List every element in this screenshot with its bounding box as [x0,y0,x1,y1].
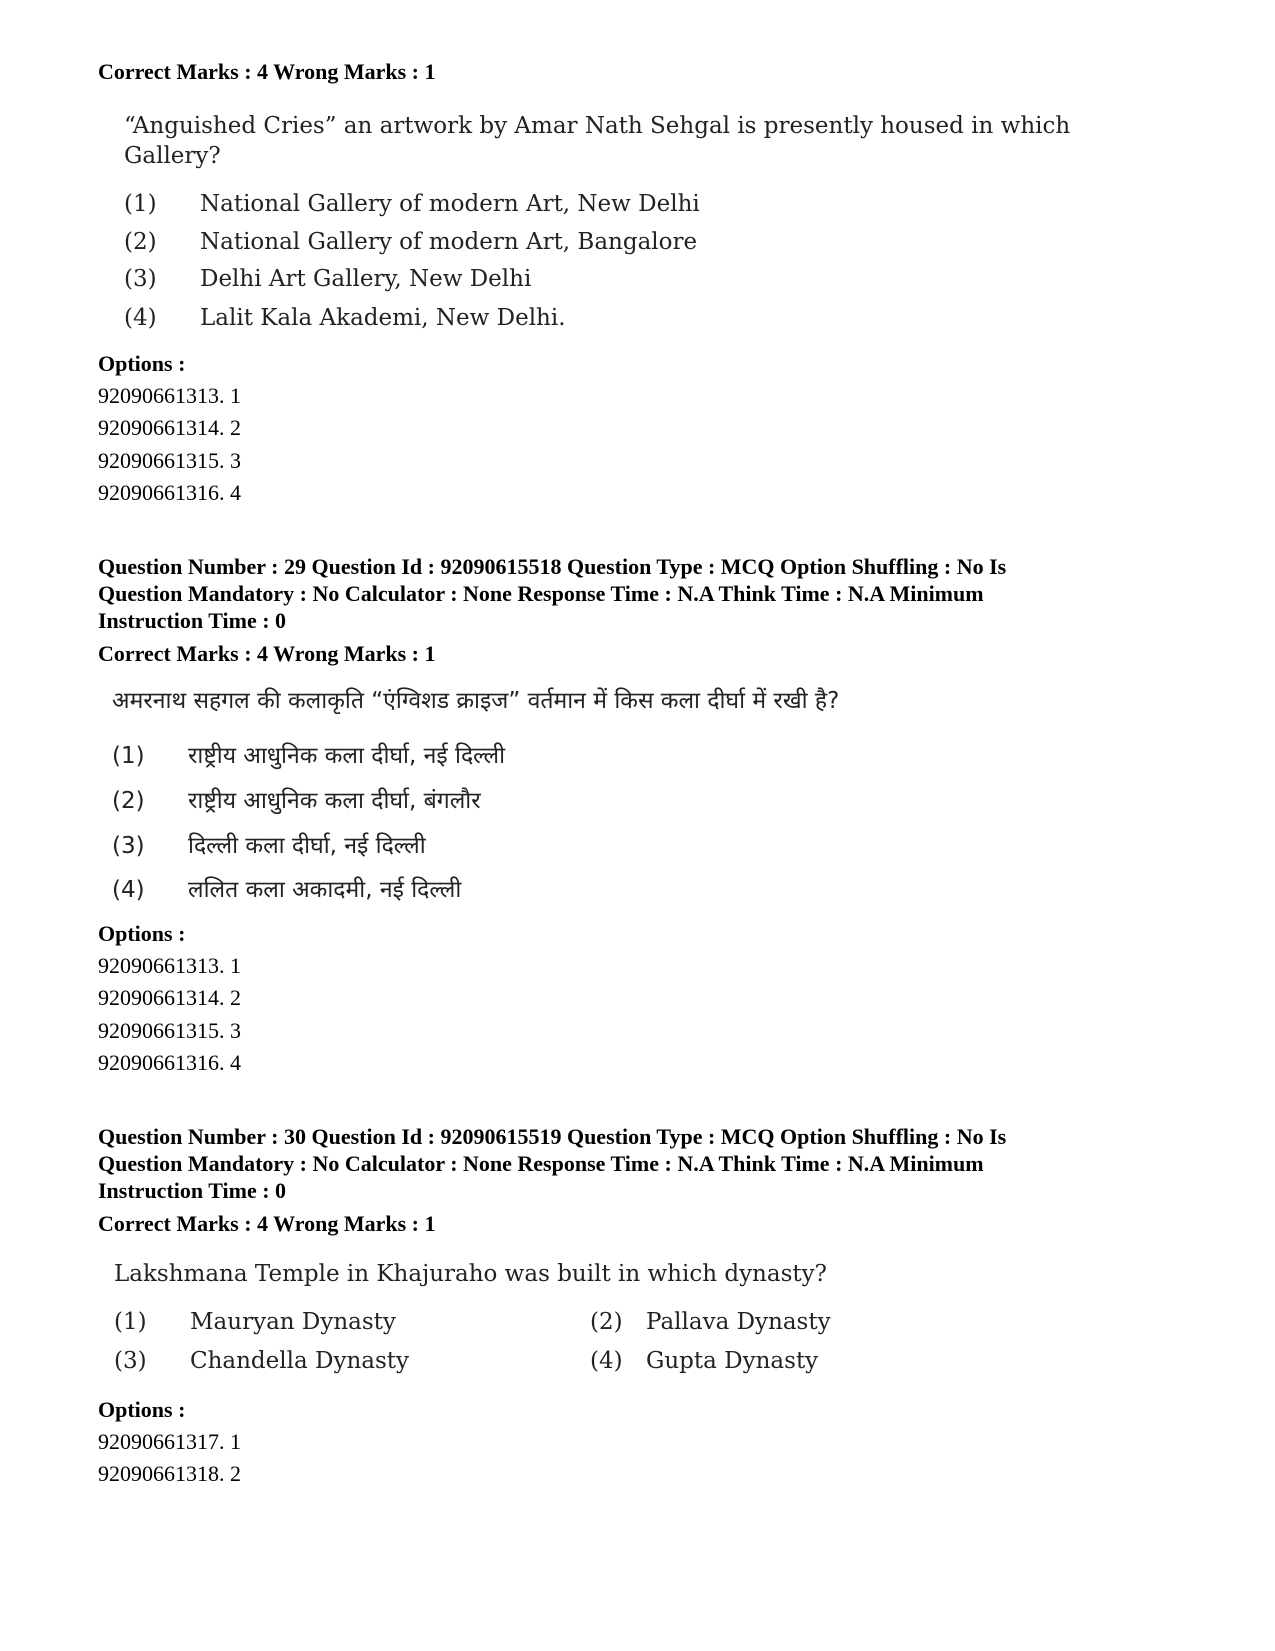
choice-text: Lalit Kala Akademi, New Delhi. [200,305,566,331]
choice-text: Delhi Art Gallery, New Delhi [200,266,532,292]
option-id: 92090661316. 4 [98,1050,241,1075]
choice-item [112,831,426,861]
question-meta: Instruction Time : 0 [98,1178,287,1203]
choice-text: Pallava Dynasty [646,1309,831,1335]
choice-item [112,875,461,905]
choice-text: Mauryan Dynasty [190,1309,396,1335]
choice-text: National Gallery of modern Art, New Delhi [200,191,700,217]
choice-number: (1) [124,191,157,217]
question-text: Lakshmana Temple in Khajuraho was built in which dynasty? [114,1261,827,1287]
choice-item [124,189,700,219]
choice-text: राष्ट्रीय आधुनिक कला दीर्घा, बंगलौर [188,788,481,814]
question-text [124,111,1070,171]
choice-number: (3) [114,1348,147,1374]
choice-text: Chandella Dynasty [190,1348,410,1374]
option-id: 92090661313. 1 [98,383,241,408]
question-text: अमरनाथ सहगल की कलाकृति “एंग्विशड क्राइज” वर्तमान में किस कला दीर्घा में रखी है? [112,688,840,714]
choice-item [114,1346,409,1376]
marks-line: Correct Marks : 4 Wrong Marks : 1 [98,59,436,84]
question-line: “Anguished Cries” an artwork by Amar Nath Sehgal is presently housed in which [124,113,1071,139]
question-meta: Instruction Time : 0 [98,608,287,633]
choice-number: (3) [124,266,157,292]
choice-item [114,1307,396,1337]
choice-text: दिल्ली कला दीर्घा, नई दिल्ली [188,833,426,859]
option-id: 92090661315. 3 [98,1018,241,1043]
question-line: Gallery? [124,143,221,169]
choice-text: ललित कला अकादमी, नई दिल्ली [188,877,462,903]
option-id: 92090661316. 4 [98,480,241,505]
option-id: 92090661315. 3 [98,448,241,473]
option-id: 92090661314. 2 [98,985,241,1010]
choice-number: (1) [112,743,145,769]
option-id: 92090661313. 1 [98,953,241,978]
choice-number: (4) [124,305,157,331]
marks-line: Correct Marks : 4 Wrong Marks : 1 [98,641,436,666]
choice-text: राष्ट्रीय आधुनिक कला दीर्घा, नई दिल्ली [188,743,506,769]
choice-number: (4) [112,877,145,903]
question-meta: Question Number : 29 Question Id : 92090615518 Question Type : MCQ Option Shuffling : No Is [98,554,1007,579]
choice-number: (1) [114,1309,147,1335]
options-label: Options : [98,351,186,376]
choice-number: (2) [112,788,145,814]
choice-text: National Gallery of modern Art, Bangalore [200,229,698,255]
choice-item [112,786,481,816]
choice-item [124,303,566,333]
choice-item [112,741,505,771]
choice-number: (2) [590,1309,623,1335]
option-id: 92090661318. 2 [98,1461,241,1486]
choice-text: Gupta Dynasty [646,1348,819,1374]
option-id: 92090661314. 2 [98,415,241,440]
marks-line: Correct Marks : 4 Wrong Marks : 1 [98,1211,436,1236]
choice-number: (3) [112,833,145,859]
choice-item [124,227,697,257]
choice-item [124,264,531,294]
options-label: Options : [98,921,186,946]
choice-number: (2) [124,229,157,255]
options-label: Options : [98,1397,186,1422]
choice-item [590,1307,831,1337]
choice-number: (4) [590,1348,623,1374]
choice-item [590,1346,818,1376]
question-meta: Question Mandatory : No Calculator : None Response Time : N.A Think Time : N.A Minimum [98,1151,984,1176]
question-meta: Question Mandatory : No Calculator : None Response Time : N.A Think Time : N.A Minimum [98,581,984,606]
question-meta: Question Number : 30 Question Id : 92090615519 Question Type : MCQ Option Shuffling : No Is [98,1124,1007,1149]
option-id: 92090661317. 1 [98,1429,241,1454]
